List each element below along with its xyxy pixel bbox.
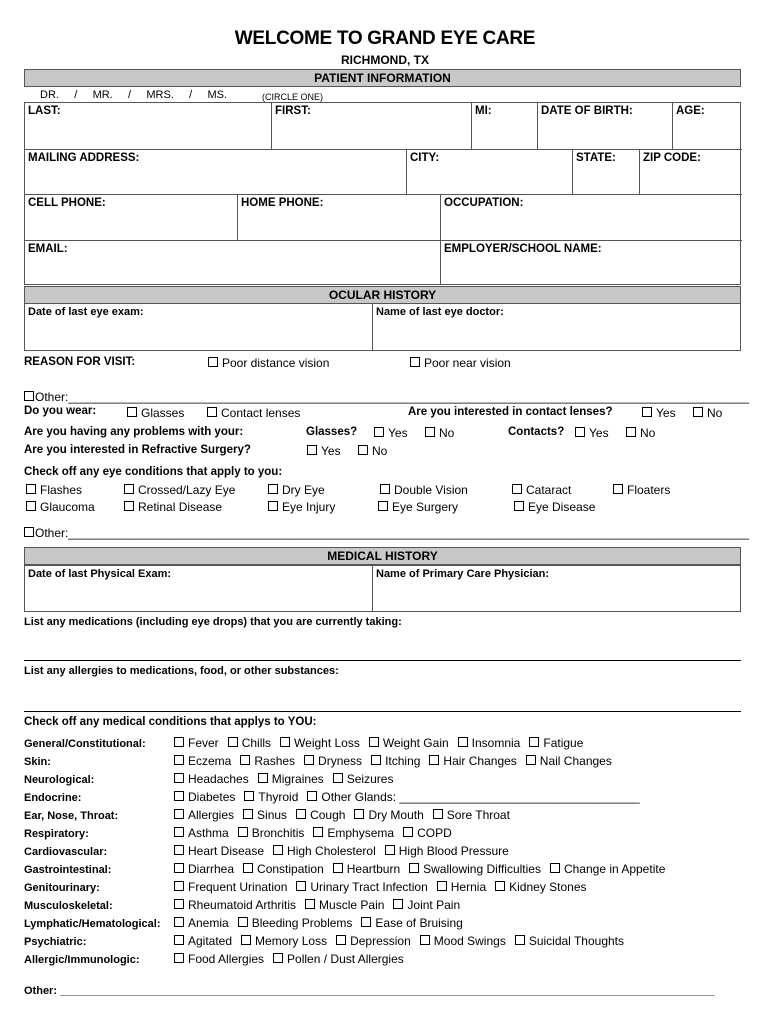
circle-one-note: (CIRCLE ONE) [262, 92, 324, 102]
checkbox-icon[interactable] [238, 827, 248, 837]
condition-label: Insomnia [471, 736, 521, 750]
system-options-row [174, 916, 472, 930]
condition-checkbox[interactable] [238, 826, 305, 840]
poor-near-checkbox[interactable]: Poor near vision [410, 356, 511, 370]
allergies-label: List any allergies to medications, food, or other substances: [24, 665, 339, 677]
system-options-row [174, 808, 519, 822]
condition-checkbox[interactable] [174, 736, 219, 750]
condition-label: Ease of Bruising [375, 916, 463, 930]
eye-disease-checkbox[interactable]: Eye Disease [514, 500, 595, 514]
checkbox-icon[interactable] [240, 755, 250, 765]
dry-eye-checkbox[interactable]: Dry Eye [268, 483, 325, 497]
wear-contacts-checkbox[interactable]: Contact lenses [207, 406, 300, 420]
condition-checkbox[interactable] [174, 952, 264, 966]
checkbox-icon[interactable] [433, 809, 443, 819]
condition-checkbox[interactable] [354, 808, 423, 822]
condition-label: Sinus [257, 808, 288, 822]
condition-checkbox[interactable] [495, 880, 586, 894]
condition-checkbox[interactable] [174, 898, 296, 912]
condition-label: Itching [385, 754, 421, 768]
checkbox-icon[interactable] [403, 827, 413, 837]
checkbox-icon[interactable] [550, 863, 560, 873]
location-subtitle: RICHMOND, TX [341, 53, 429, 67]
condition-checkbox[interactable] [304, 754, 362, 768]
reason-label: REASON FOR VISIT: [24, 356, 136, 368]
checkbox-icon[interactable] [371, 755, 381, 765]
contacts-problem-no[interactable]: No [626, 426, 655, 440]
checkbox-icon[interactable] [273, 953, 283, 963]
condition-label: Rashes [254, 754, 296, 768]
checkbox-icon[interactable] [333, 773, 343, 783]
refractive-yes[interactable]: Yes [307, 444, 341, 458]
condition-label: Migraines [271, 772, 324, 786]
condition-label: High Blood Pressure [398, 844, 509, 858]
condition-checkbox[interactable] [403, 826, 452, 840]
system-label: Ear, Nose, Throat: [24, 810, 119, 822]
allergies-line[interactable] [24, 711, 741, 712]
system-label: Musculoskeletal: [24, 900, 113, 912]
system-options-row [174, 952, 413, 966]
eye-conditions-label: Check off any eye conditions that apply to you: [24, 466, 283, 478]
checkbox-icon[interactable] [273, 845, 283, 855]
condition-label: Bleeding Problems [251, 916, 353, 930]
medications-line[interactable] [24, 660, 741, 661]
condition-checkbox[interactable] [336, 934, 411, 948]
condition-checkbox[interactable] [240, 754, 295, 768]
condition-checkbox[interactable] [361, 916, 462, 930]
condition-checkbox[interactable] [333, 862, 400, 876]
condition-checkbox[interactable] [273, 844, 376, 858]
last-eye-exam-field[interactable]: Date of last eye exam: [25, 304, 373, 350]
condition-checkbox[interactable] [174, 808, 234, 822]
condition-label: Heart Disease [188, 844, 265, 858]
condition-label: Mood Swings [433, 934, 506, 948]
system-label: Gastrointestinal: [24, 864, 112, 876]
condition-label: Weight Gain [382, 736, 449, 750]
system-options-row [174, 736, 592, 750]
checkbox-icon[interactable] [526, 755, 536, 765]
system-label: Neurological: [24, 774, 95, 786]
home-phone-field[interactable]: HOME PHONE: [238, 195, 441, 241]
system-options-row [174, 790, 649, 804]
cell-phone-field[interactable]: CELL PHONE: [25, 195, 238, 241]
patient-info-header: PATIENT INFORMATION [24, 69, 741, 87]
checkbox-icon[interactable] [174, 791, 184, 801]
condition-label: Chills [241, 736, 272, 750]
system-label: Allergic/Immunologic: [24, 954, 140, 966]
condition-label: Dryness [318, 754, 363, 768]
condition-label: Emphysema [327, 826, 395, 840]
condition-checkbox[interactable] [409, 862, 541, 876]
patient-info-grid [24, 102, 741, 285]
wear-glasses-checkbox[interactable]: Glasses [127, 406, 184, 420]
condition-checkbox[interactable] [241, 934, 327, 948]
condition-label: Headaches [188, 772, 249, 786]
checkbox-icon[interactable] [243, 809, 253, 819]
condition-label: Thyroid [258, 790, 299, 804]
condition-checkbox[interactable] [174, 772, 249, 786]
condition-checkbox[interactable] [174, 754, 231, 768]
checkbox-icon[interactable] [369, 737, 379, 747]
system-label: Endocrine: [24, 792, 82, 804]
system-options-row [174, 754, 621, 768]
system-label: General/Constitutional: [24, 738, 146, 750]
condition-label: Allergies [188, 808, 235, 822]
checkbox-icon[interactable] [305, 899, 315, 909]
checkbox-icon[interactable] [296, 809, 306, 819]
condition-checkbox[interactable] [393, 898, 460, 912]
system-options-row [174, 880, 596, 894]
system-options-row [174, 772, 402, 786]
system-label: Respiratory: [24, 828, 89, 840]
condition-label: Hernia [450, 880, 487, 894]
checkbox-icon[interactable] [174, 755, 184, 765]
system-options-row [174, 826, 461, 840]
medical-conditions-label: Check off any medical conditions that applys to YOU: [24, 716, 317, 728]
interest-contacts-label: Are you interested in contact lenses? [408, 406, 613, 418]
eye-injury-checkbox[interactable]: Eye Injury [268, 500, 335, 514]
condition-checkbox[interactable] [313, 826, 394, 840]
condition-checkbox[interactable] [529, 736, 583, 750]
condition-label: Memory Loss [255, 934, 328, 948]
system-options-row [174, 844, 518, 858]
wear-label: Do you wear: [24, 405, 97, 417]
glaucoma-checkbox[interactable]: Glaucoma [26, 500, 95, 514]
flashes-checkbox[interactable]: Flashes [26, 483, 82, 497]
checkbox-icon[interactable] [333, 863, 343, 873]
condition-label: Swallowing Difficulties [423, 862, 541, 876]
condition-checkbox[interactable] [174, 880, 287, 894]
retinal-disease-checkbox[interactable]: Retinal Disease [124, 500, 222, 514]
checkbox-icon[interactable] [296, 881, 306, 891]
condition-checkbox[interactable] [433, 808, 510, 822]
checkbox-icon[interactable] [515, 935, 525, 945]
zip-code-field[interactable]: ZIP CODE: [640, 150, 742, 195]
problems-label: Are you having any problems with your: [24, 426, 244, 438]
condition-checkbox[interactable] [515, 934, 624, 948]
checkbox-icon[interactable] [174, 917, 184, 927]
condition-label: Muscle Pain [319, 898, 385, 912]
condition-checkbox[interactable] [174, 844, 264, 858]
checkbox-icon[interactable] [529, 737, 539, 747]
checkbox-icon[interactable] [174, 845, 184, 855]
state-field[interactable]: STATE: [573, 150, 640, 195]
email-field[interactable]: EMAIL: [25, 241, 441, 285]
checkbox-icon[interactable] [228, 737, 238, 747]
checkbox-icon[interactable] [495, 881, 505, 891]
condition-label: Frequent Urination [188, 880, 288, 894]
condition-checkbox[interactable] [420, 934, 506, 948]
ocular-grid [24, 303, 741, 351]
checkbox-icon[interactable] [429, 755, 439, 765]
condition-checkbox[interactable] [385, 844, 509, 858]
checkbox-icon[interactable] [174, 773, 184, 783]
checkbox-icon[interactable] [336, 935, 346, 945]
checkbox-icon[interactable] [385, 845, 395, 855]
double-vision-checkbox[interactable]: Double Vision [380, 483, 468, 497]
checkbox-icon[interactable] [174, 899, 184, 909]
system-label: Psychiatric: [24, 936, 87, 948]
condition-checkbox[interactable] [296, 808, 345, 822]
condition-label: Depression [350, 934, 411, 948]
medical-grid [24, 565, 741, 612]
system-options-row [174, 862, 674, 876]
refractive-no[interactable]: No [358, 444, 387, 458]
poor-distance-checkbox[interactable]: Poor distance vision [208, 356, 329, 370]
floaters-checkbox[interactable]: Floaters [613, 483, 670, 497]
condition-label: Fever [188, 736, 219, 750]
checkbox-icon[interactable] [409, 863, 419, 873]
checkbox-icon[interactable] [361, 917, 371, 927]
condition-label: Weight Loss [294, 736, 360, 750]
medical-other-field[interactable]: Other: ___________________________________________________________________________________________________________ [24, 985, 715, 997]
condition-checkbox[interactable] [305, 898, 384, 912]
condition-checkbox[interactable] [437, 880, 486, 894]
checkbox-icon[interactable] [243, 863, 253, 873]
condition-label: Anemia [188, 916, 229, 930]
condition-checkbox[interactable] [258, 772, 324, 786]
condition-label: Pollen / Dust Allergies [287, 952, 404, 966]
checkbox-icon[interactable] [174, 863, 184, 873]
checkbox-icon[interactable] [280, 737, 290, 747]
glasses-problem-label: Glasses? [306, 426, 358, 438]
eye-conditions-other-field[interactable]: Other:______________________________________________________________________________________________________ [24, 526, 749, 540]
checkbox-icon[interactable] [174, 809, 184, 819]
interest-contacts-no[interactable]: No [693, 406, 722, 420]
system-label: Genitourinary: [24, 882, 100, 894]
condition-label: Diabetes [188, 790, 236, 804]
condition-label: Suicidal Thoughts [528, 934, 625, 948]
checkbox-icon[interactable] [174, 953, 184, 963]
system-label: Lymphatic/Hematological: [24, 918, 161, 930]
crossed-lazy-eye-checkbox[interactable]: Crossed/Lazy Eye [124, 483, 235, 497]
condition-label: Joint Pain [407, 898, 461, 912]
system-label: Cardiovascular: [24, 846, 108, 858]
ocular-history-header: OCULAR HISTORY [24, 286, 741, 304]
condition-checkbox[interactable] [369, 736, 449, 750]
condition-checkbox[interactable] [244, 790, 298, 804]
medications-label: List any medications (including eye drops) that you are currently taking: [24, 616, 402, 628]
checkbox-icon[interactable] [354, 809, 364, 819]
interest-contacts-yes[interactable]: Yes [642, 406, 676, 420]
dob-field[interactable]: DATE OF BIRTH: [538, 103, 673, 150]
checkbox-icon[interactable] [304, 755, 314, 765]
last-name-field[interactable]: LAST: [25, 103, 272, 150]
condition-checkbox[interactable] [174, 862, 234, 876]
checkbox-icon[interactable] [174, 881, 184, 891]
checkbox-icon[interactable] [174, 827, 184, 837]
title-options[interactable]: DR. / MR. / MRS. / MS. [40, 89, 228, 101]
checkbox-icon[interactable] [458, 737, 468, 747]
condition-checkbox[interactable] [429, 754, 516, 768]
mailing-address-field[interactable]: MAILING ADDRESS: [25, 150, 407, 195]
medical-history-header: MEDICAL HISTORY [24, 547, 741, 565]
city-field[interactable]: CITY: [407, 150, 573, 195]
checkbox-icon[interactable] [238, 917, 248, 927]
condition-checkbox[interactable] [174, 790, 235, 804]
checkbox-icon[interactable] [393, 899, 403, 909]
reason-other-field[interactable]: Other:______________________________________________________________________________________________________ [24, 390, 749, 404]
condition-checkbox[interactable] [333, 772, 394, 786]
condition-label: Kidney Stones [509, 880, 587, 894]
eye-surgery-checkbox[interactable]: Eye Surgery [378, 500, 458, 514]
condition-label: Seizures [346, 772, 394, 786]
age-field[interactable]: AGE: [673, 103, 742, 150]
condition-label: Diarrhea [188, 862, 235, 876]
condition-label: Agitated [188, 934, 233, 948]
employer-field[interactable]: EMPLOYER/SCHOOL NAME: [444, 243, 602, 255]
condition-checkbox[interactable] [174, 934, 232, 948]
occupation-field[interactable]: OCCUPATION: [441, 195, 742, 241]
cataract-checkbox[interactable]: Cataract [512, 483, 571, 497]
condition-checkbox[interactable] [307, 790, 639, 804]
condition-checkbox[interactable] [296, 880, 427, 894]
page-title: WELCOME TO GRAND EYE CARE [234, 28, 536, 49]
primary-physician-field[interactable]: Name of Primary Care Physician: [376, 568, 550, 580]
condition-checkbox[interactable] [273, 952, 404, 966]
condition-label: Nail Changes [539, 754, 612, 768]
condition-checkbox[interactable] [243, 808, 287, 822]
last-physical-field[interactable]: Date of last Physical Exam: [25, 566, 373, 611]
last-eye-doctor-field[interactable]: Name of last eye doctor: [376, 306, 504, 318]
checkbox-icon[interactable] [307, 791, 317, 801]
condition-checkbox[interactable] [228, 736, 271, 750]
system-options-row [174, 898, 469, 912]
condition-checkbox[interactable] [243, 862, 324, 876]
first-name-field[interactable]: FIRST: [272, 103, 472, 150]
condition-checkbox[interactable] [174, 916, 229, 930]
condition-label: Sore Throat [446, 808, 510, 822]
checkbox-icon[interactable] [174, 935, 184, 945]
condition-label: Bronchitis [251, 826, 305, 840]
condition-checkbox[interactable] [238, 916, 353, 930]
condition-checkbox[interactable] [526, 754, 612, 768]
checkbox-icon[interactable] [241, 935, 251, 945]
contacts-problem-yes[interactable]: Yes [575, 426, 609, 440]
condition-label: Constipation [257, 862, 324, 876]
checkbox-icon[interactable] [313, 827, 323, 837]
condition-label: Heartburn [346, 862, 401, 876]
system-label: Skin: [24, 756, 51, 768]
condition-label: Dry Mouth [368, 808, 424, 822]
condition-checkbox[interactable] [550, 862, 665, 876]
condition-checkbox[interactable] [458, 736, 521, 750]
system-options-row [174, 934, 633, 948]
condition-label: Cough [310, 808, 346, 822]
condition-label: Rheumatoid Arthritis [188, 898, 297, 912]
checkbox-icon[interactable] [420, 935, 430, 945]
checkbox-icon[interactable] [174, 737, 184, 747]
condition-label: High Cholesterol [287, 844, 376, 858]
condition-label: Urinary Tract Infection [310, 880, 428, 894]
condition-label: Hair Changes [443, 754, 517, 768]
condition-label: Other Glands: ____________________________________ [321, 790, 640, 804]
glasses-problem-no[interactable]: No [425, 426, 454, 440]
condition-checkbox[interactable] [371, 754, 420, 768]
checkbox-icon[interactable] [244, 791, 254, 801]
middle-initial-field[interactable]: MI: [472, 103, 538, 150]
contacts-problem-label: Contacts? [508, 426, 565, 438]
checkbox-icon[interactable] [258, 773, 268, 783]
condition-label: Asthma [188, 826, 229, 840]
checkbox-icon[interactable] [437, 881, 447, 891]
condition-label: COPD [417, 826, 452, 840]
condition-label: Food Allergies [188, 952, 265, 966]
condition-checkbox[interactable] [280, 736, 360, 750]
condition-label: Eczema [188, 754, 232, 768]
condition-label: Change in Appetite [563, 862, 666, 876]
condition-checkbox[interactable] [174, 826, 229, 840]
refractive-label: Are you interested in Refractive Surgery? [24, 444, 251, 456]
condition-label: Fatigue [543, 736, 584, 750]
glasses-problem-yes[interactable]: Yes [374, 426, 408, 440]
